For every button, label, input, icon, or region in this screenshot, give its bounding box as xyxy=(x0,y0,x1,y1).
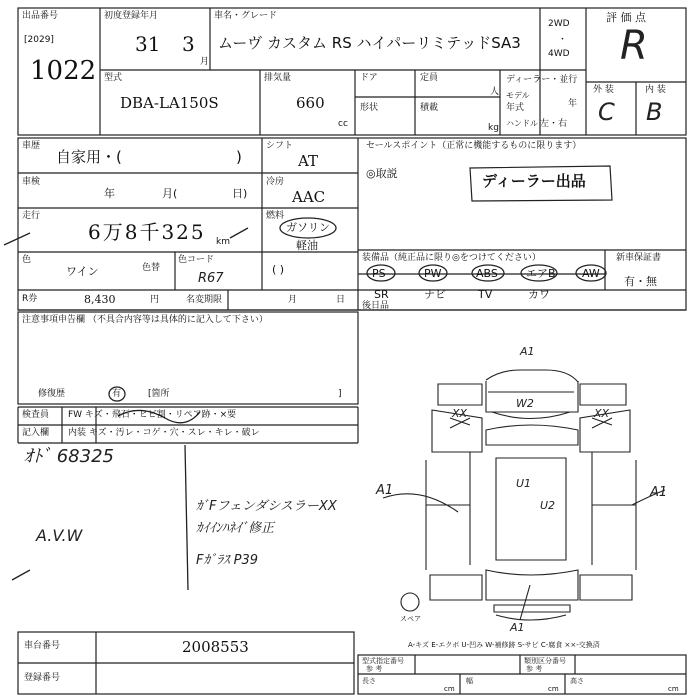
notes-label: 注意事項申告欄 （不具合内容等は具体的に記入して下さい） xyxy=(22,315,268,325)
fuel-label: 燃料 xyxy=(266,211,285,221)
diagram-label-u1: U1 xyxy=(516,477,532,490)
shift-label: シフト xyxy=(266,141,294,151)
warranty-value: 有・無 xyxy=(624,275,657,288)
diagram-label-w2: W2 xyxy=(516,397,534,410)
fuel-other: ( ) xyxy=(272,263,285,276)
load-label: 積載 xyxy=(420,103,439,113)
capacity-unit: 人 xyxy=(490,87,500,97)
inspection-month: 月( xyxy=(162,187,178,200)
equip-airbag: エアB xyxy=(526,267,556,280)
name-change-day: 日 xyxy=(336,295,346,305)
repair-label: 修復歴 xyxy=(38,389,66,399)
color-code-label: 色コード xyxy=(178,255,215,265)
category-ref: 参 考 xyxy=(526,665,543,673)
rating-label: 評 価 点 xyxy=(606,11,646,24)
history-value: 自家用・( xyxy=(56,148,122,166)
width-cm: cm xyxy=(548,685,559,693)
diagram-label-u2: U2 xyxy=(540,499,556,512)
drive-dot: ・ xyxy=(558,35,568,45)
recorder-items: 内装 キズ・汚レ・コゲ・穴・スレ・キレ・破レ xyxy=(68,428,260,438)
repair-yes: 有 xyxy=(112,389,122,399)
door-label: ドア xyxy=(360,73,378,83)
diagram-label-spare: スペア xyxy=(400,615,421,623)
hand-note3: Fｶﾞﾗｽ P39 xyxy=(196,553,258,568)
legend: A-キズ E-エクボ U-凹み W-補修跡 S-サビ C-腐食 ××-交換済 xyxy=(408,641,600,649)
equip-navi: ナビ xyxy=(424,288,446,301)
equip-aw: AW xyxy=(582,267,600,280)
model-value: DBA-LA150S xyxy=(120,94,219,112)
ac-value: AAC xyxy=(292,188,326,206)
interior-label: 内 装 xyxy=(645,85,666,95)
diagram-label-front: A1 xyxy=(520,345,535,358)
width-label: 幅 xyxy=(466,677,473,685)
equip-ps: PS xyxy=(372,267,386,280)
color-change-label: 色替 xyxy=(142,263,161,273)
first-reg-label: 初度登録年月 xyxy=(104,11,159,21)
first-reg-month-unit: 月 xyxy=(200,57,210,67)
inspection-label: 車検 xyxy=(22,177,41,187)
lot-code: [2029] xyxy=(24,35,54,45)
height-cm: cm xyxy=(668,685,679,693)
shape-label: 形状 xyxy=(360,103,379,113)
dealer-parallel: ディーラー・並行 xyxy=(506,75,578,85)
displacement-label: 排気量 xyxy=(264,73,292,83)
displacement-value: 660 xyxy=(296,94,325,112)
car-number-value: 2008553 xyxy=(182,638,249,656)
inspector-label: 検査員 xyxy=(22,410,50,420)
repair-close: ] xyxy=(338,389,342,399)
manual-item: ◎取説 xyxy=(366,167,398,180)
recycle-unit: 円 xyxy=(150,295,160,305)
designated-no-label: 型式指定番号 xyxy=(362,657,404,665)
lot-label: 出品番号 xyxy=(22,11,59,21)
height-label: 高さ xyxy=(570,677,584,685)
equip-leather: カワ xyxy=(528,288,550,301)
mileage-value: 6万8千325 xyxy=(88,220,206,244)
inspection-day: 日) xyxy=(232,187,248,200)
dealer-badge: ディーラー出品 xyxy=(482,172,586,190)
lot-number: 1022 xyxy=(30,56,97,86)
fuel-diesel: 軽油 xyxy=(296,239,318,252)
rating-value: R xyxy=(620,23,648,69)
handle-value: 左・右 xyxy=(540,119,568,129)
car-name-label: 車名・グレード xyxy=(214,11,278,21)
equip-tv: TV xyxy=(478,288,493,301)
hand-odo: ｵﾄﾞ 68325 xyxy=(24,446,114,467)
model-label: 型式 xyxy=(104,73,123,83)
equip-pw: PW xyxy=(424,267,442,280)
warranty-label: 新車保証書 xyxy=(616,253,662,263)
fuel-gasoline: ガソリン xyxy=(286,221,330,234)
diagram-label-right: A1 xyxy=(650,485,668,500)
hand-note1: ｶﾞFフェンダシスラーXX xyxy=(196,499,337,514)
shift-value: AT xyxy=(298,152,319,170)
name-change-label: 名変期限 xyxy=(186,295,223,305)
color-label: 色 xyxy=(22,255,32,265)
recycle-label: R券 xyxy=(22,294,38,304)
recorder-label: 記入欄 xyxy=(22,428,50,438)
diagram-label-rear: A1 xyxy=(510,621,525,634)
interior-value: B xyxy=(646,98,663,126)
name-change-month: 月 xyxy=(288,295,298,305)
model-year-label: モデル xyxy=(506,91,530,100)
drive-2wd: 2WD xyxy=(548,19,570,29)
first-reg-year: 31 xyxy=(135,32,161,56)
history-close: ) xyxy=(236,148,242,166)
model-year-unit: 年 xyxy=(568,99,578,109)
mileage-unit: km xyxy=(216,237,230,247)
sales-point-label: セールスポイント（正常に機能するものに限ります） xyxy=(366,141,582,151)
ac-label: 冷房 xyxy=(266,177,285,187)
designated-ref: 参 考 xyxy=(366,665,383,673)
inspection-year: 年 xyxy=(104,187,115,200)
post-fit-label: 後日品 xyxy=(362,301,390,311)
hand-note2: ｶｲｲﾝﾊﾈｲﾞ修正 xyxy=(196,521,275,536)
car-number-label: 車台番号 xyxy=(24,641,61,651)
drive-4wd: 4WD xyxy=(548,49,570,59)
reg-number-label: 登録番号 xyxy=(24,673,61,683)
history-label: 車歴 xyxy=(22,141,41,151)
recycle-value: 8,430 xyxy=(84,293,116,306)
color-code-value: R67 xyxy=(198,271,224,286)
inspector-items: FW キズ・飛石・ヒビ割・リペア跡・×要 xyxy=(68,410,237,420)
equipment-label: 装備品（純正品に限り◎をつけてください） xyxy=(362,253,541,263)
equip-abs: ABS xyxy=(476,267,498,280)
color-value: ワイン xyxy=(66,265,99,278)
mileage-label: 走行 xyxy=(22,211,41,221)
category-no-label: 類別区分番号 xyxy=(524,657,566,665)
hand-avw: A.V.W xyxy=(36,526,83,545)
load-unit: kg xyxy=(488,123,499,133)
exterior-label: 外 装 xyxy=(593,85,614,95)
model-year-label2: 年式 xyxy=(506,103,525,113)
length-label: 長さ xyxy=(362,677,376,685)
diagram-label-xx-right: XX xyxy=(594,407,610,420)
displacement-unit: cc xyxy=(338,119,348,129)
exterior-value: C xyxy=(598,98,615,126)
length-cm: cm xyxy=(444,685,455,693)
diagram-label-xx-left: XX xyxy=(452,407,468,420)
equip-sr: SR xyxy=(374,288,389,301)
handle-label: ハンドル xyxy=(506,119,538,128)
capacity-label: 定員 xyxy=(420,73,439,83)
first-reg-month: 3 xyxy=(182,32,195,56)
car-name: ムーヴ カスタム RS ハイパーリミテッドSA3 xyxy=(218,34,521,52)
diagram-label-left: A1 xyxy=(376,483,394,498)
repair-location: [箇所 xyxy=(148,389,170,399)
